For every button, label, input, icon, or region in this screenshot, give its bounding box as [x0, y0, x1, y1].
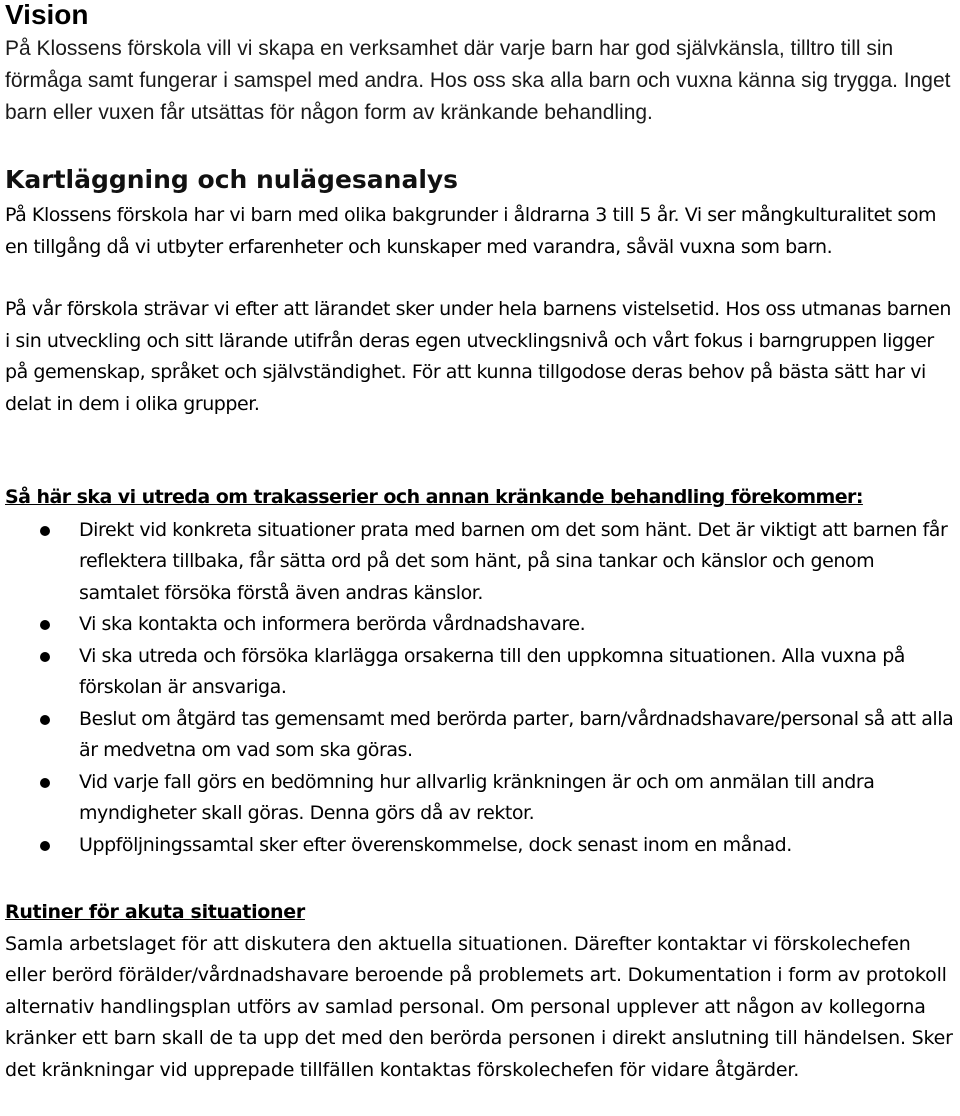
bullet-icon	[40, 620, 50, 630]
analysis-paragraph-2: På vår förskola strävar vi efter att lärandet sker under hela barnens vistelsetid. Hos oss utmanas barnen i sin utveckling och sitt lärande utifrån deras egen utvecklingsnivå och vårt fokus i barngruppen ligger på gemenskap, språket och självständighet. För att kunna tillgodose deras behov på bästa sätt har vi delat in dem i olika grupper.	[5, 298, 951, 415]
routines-text: Samla arbetslaget för att diskutera den aktuella situationen. Därefter kontaktar vi förskolechefen eller berörd förälder/vårdnadshavare beroende på problemets art. Dokumentation i form av protokoll alternativ handlingsplan utförs av samlad personal. Om personal upplever att någon av kollegorna kränker ett barn skall de ta upp det med den berörda personen i direkt anslutning till händelsen. Sker det kränkningar vid upprepade tillfällen kontaktas förskolechefen för vidare åtgärder.	[5, 932, 953, 1081]
bullet-icon	[40, 715, 50, 725]
investigation-list	[5, 515, 957, 862]
list-item-text: Uppföljningssamtal sker efter överenskommelse, dock senast inom en månad.	[79, 833, 792, 856]
list-item-text: Vid varje fall görs en bedömning hur allvarlig kränkningen är och om anmälan till andra myndigheter skall göras. Denna görs då av rektor.	[79, 770, 875, 824]
list-item-text: Vi ska utreda och försöka klarlägga orsakerna till den uppkomna situationen. Alla vuxna på förskolan är ansvariga.	[79, 644, 905, 698]
analysis-section	[5, 164, 957, 420]
analysis-paragraph-1: På Klossens förskola har vi barn med olika bakgrunder i åldrarna 3 till 5 år. Vi ser mångkulturalitet som en tillgång då vi utbyter erfarenheter och kunskaper med varandra, såväl vuxna som barn.	[5, 204, 937, 258]
bullet-icon	[40, 652, 50, 662]
investigation-section	[5, 482, 957, 861]
routines-section	[5, 897, 957, 1086]
vision-heading: Vision	[5, 0, 89, 30]
vision-text: På Klossens förskola vill vi skapa en verksamhet där varje barn har god självkänsla, tilltro till sin förmåga samt fungerar i samspel med andra. Hos oss ska alla barn och vuxna känna sig trygga. Inget barn eller vuxen får utsättas för någon form av kränkande behandling.	[5, 37, 951, 124]
list-item-text: Vi ska kontakta och informera berörda vårdnadshavare.	[79, 613, 586, 635]
list-item-text: Direkt vid konkreta situationer prata med barnen om det som hänt. Det är viktigt att barnen får reflektera tillbaka, får sätta ord på det som hänt, på sina tankar och känslor och genom samtalet försöka förstå även andras känslor.	[79, 518, 948, 604]
list-item	[5, 609, 957, 641]
list-item	[5, 641, 957, 704]
list-item	[5, 515, 957, 610]
vision-section	[5, 0, 957, 129]
bullet-icon	[40, 841, 50, 851]
list-item	[5, 767, 957, 830]
investigation-heading: Så här ska vi utreda om trakasserier och annan kränkande behandling förekommer:	[5, 486, 863, 508]
bullet-icon	[40, 778, 50, 788]
list-item-text: Beslut om åtgärd tas gemensamt med berörda parter, barn/vårdnadshavare/personal så att alla är medvetna om vad som ska göras.	[79, 707, 954, 761]
list-item	[5, 830, 957, 862]
routines-heading: Rutiner för akuta situationer	[5, 901, 305, 923]
analysis-heading: Kartläggning och nulägesanalys	[5, 165, 459, 194]
bullet-icon	[40, 526, 50, 536]
list-item	[5, 704, 957, 767]
